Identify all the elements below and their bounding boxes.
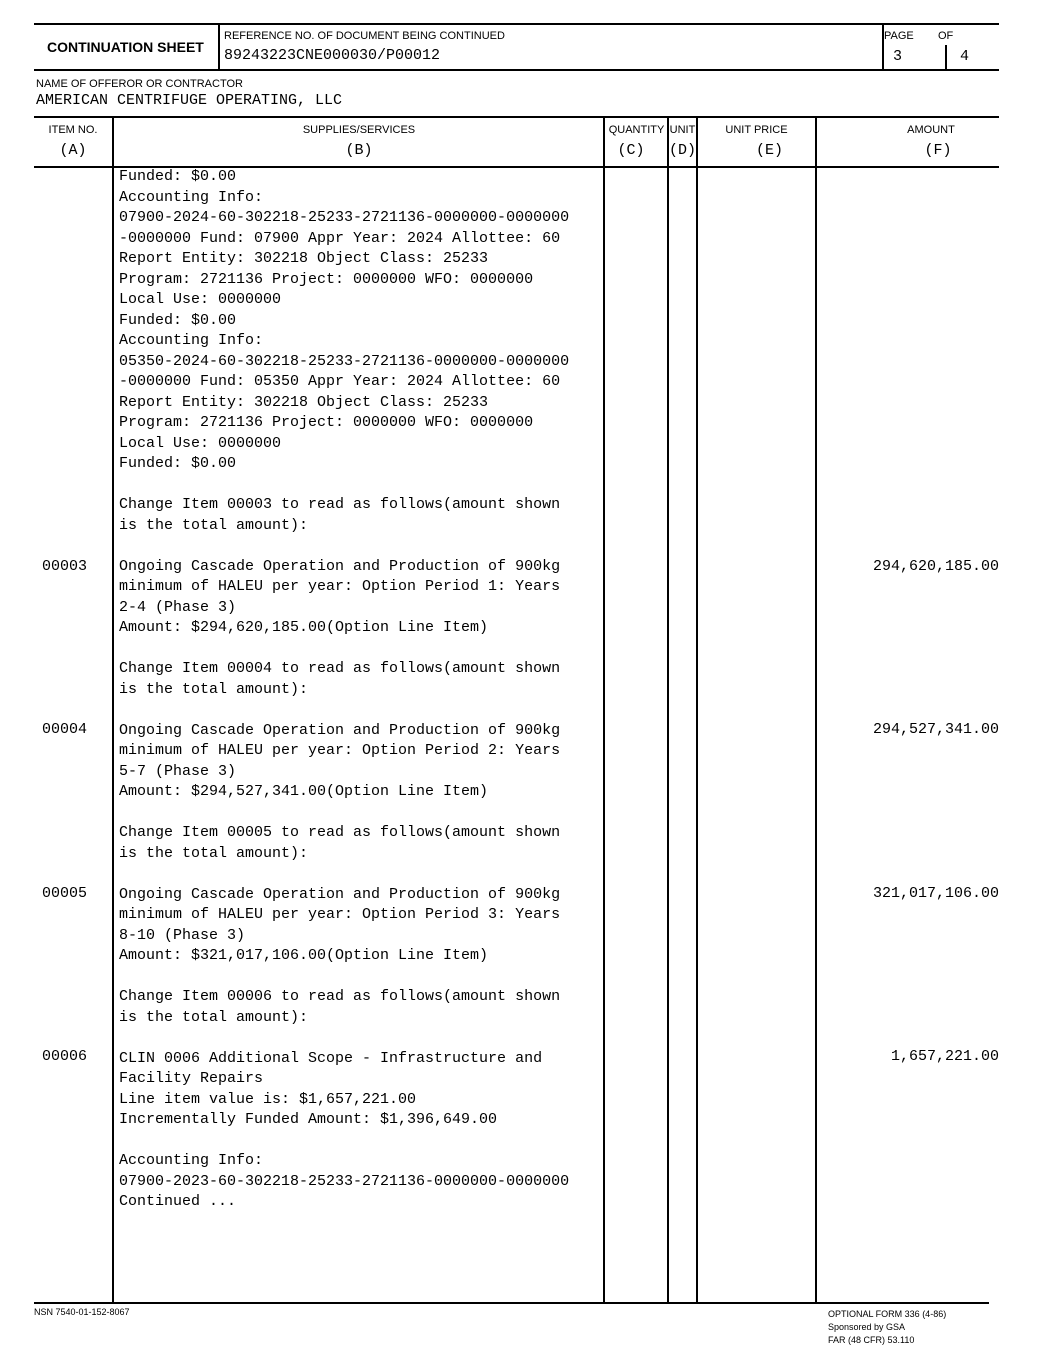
table-bottom-rule [34, 1302, 989, 1304]
services-line: is the total amount): [119, 844, 309, 862]
page-number: 3 [893, 48, 903, 65]
col-c-title: QUANTITY [608, 124, 665, 136]
services-line: 07900-2024-60-302218-25233-2721136-0000000-0000000 [119, 209, 570, 226]
services-line: Line item value is: $1,657,221.00 [119, 1090, 417, 1108]
services-line [119, 803, 569, 824]
nsn-number: NSN 7540-01-152-8067 [34, 1307, 130, 1317]
services-line: Local Use: 0000000 [119, 291, 282, 308]
amount-00005: 321,017,106.00 [872, 885, 999, 902]
col-e-title: UNIT PRICE [725, 124, 788, 136]
services-line [119, 1028, 569, 1049]
services-line: Change Item 00005 to read as follows(amount shown [119, 824, 561, 841]
services-line: Funded: $0.00 [119, 168, 237, 185]
col-f-code: (F) [924, 142, 952, 159]
form-title: CONTINUATION SHEET [47, 39, 204, 55]
supplies-services-text [119, 167, 569, 1213]
col-b-title: SUPPLIES/SERVICES [302, 124, 416, 136]
services-line: Program: 2721136 Project: 0000000 WFO: 0000000 [119, 270, 534, 288]
services-line [119, 967, 569, 988]
form-sponsor: Sponsored by GSA [828, 1322, 906, 1332]
services-line: minimum of HALEU per year: Option Period 3: Years [119, 906, 561, 923]
reference-label: REFERENCE NO. OF DOCUMENT BEING CONTINUED [224, 30, 505, 42]
services-line [119, 475, 569, 496]
amount-00006: 1,657,221.00 [890, 1048, 999, 1065]
col-d-code: (D) [668, 142, 696, 159]
services-line: Local Use: 0000000 [119, 434, 282, 452]
divider-a-b [112, 117, 114, 1302]
services-line: 5-7 (Phase 3) [119, 762, 237, 780]
services-line [119, 864, 569, 885]
offeror-name: AMERICAN CENTRIFUGE OPERATING, LLC [36, 92, 343, 109]
services-line: minimum of HALEU per year: Option Period 1: Years [119, 578, 561, 595]
services-line: Report Entity: 302218 Object Class: 25233 [119, 393, 489, 411]
header-title-divider [218, 24, 220, 70]
services-line: -0000000 Fund: 05350 Appr Year: 2024 Allottee: 60 [119, 373, 561, 390]
services-line: 8-10 (Phase 3) [119, 926, 246, 944]
services-line [119, 1131, 569, 1152]
col-a-title: ITEM NO. [48, 124, 98, 136]
services-line: is the total amount): [119, 1008, 309, 1026]
services-line: 05350-2024-60-302218-25233-2721136-0000000-0000000 [119, 352, 570, 370]
services-line: Accounting Info: [119, 332, 264, 349]
services-line: Facility Repairs [119, 1070, 264, 1087]
services-line: Funded: $0.00 [119, 455, 237, 472]
header-top-rule [34, 23, 999, 25]
divider-d-e [696, 117, 698, 1302]
offeror-label: NAME OF OFFEROR OR CONTRACTOR [36, 78, 243, 90]
services-line: Report Entity: 302218 Object Class: 25233 [119, 250, 489, 267]
services-line [119, 639, 569, 660]
services-line: is the total amount): [119, 516, 309, 534]
divider-b-c [603, 117, 605, 1302]
item-no-00004: 00004 [42, 721, 88, 738]
header-bottom-rule [34, 69, 999, 71]
services-line: Amount: $321,017,106.00(Option Line Item) [119, 947, 489, 964]
services-line: 2-4 (Phase 3) [119, 598, 237, 616]
page-total: 4 [960, 48, 970, 65]
services-line: Ongoing Cascade Operation and Production of 900kg [119, 557, 561, 575]
col-e-code: (E) [756, 142, 784, 159]
services-line: Change Item 00006 to read as follows(amount shown [119, 988, 561, 1005]
services-line: Continued ... [119, 1193, 237, 1210]
services-line: Change Item 00004 to read as follows(amount shown [119, 660, 561, 677]
item-no-00005: 00005 [42, 885, 88, 902]
services-line: Amount: $294,527,341.00(Option Line Item) [119, 783, 489, 800]
services-line: Accounting Info: [119, 1152, 264, 1169]
services-line: CLIN 0006 Additional Scope - Infrastructure and [119, 1049, 543, 1067]
services-line: Program: 2721136 Project: 0000000 WFO: 0000000 [119, 414, 534, 431]
col-b-code: (B) [345, 142, 373, 159]
services-line: Incrementally Funded Amount: $1,396,649.00 [119, 1111, 498, 1128]
item-no-00003: 00003 [42, 558, 88, 575]
services-line: -0000000 Fund: 07900 Appr Year: 2024 Allottee: 60 [119, 229, 561, 247]
far-reference: FAR (48 CFR) 53.110 [828, 1335, 915, 1345]
item-no-00006: 00006 [42, 1048, 88, 1065]
col-f-title: AMOUNT [907, 124, 955, 136]
services-line: Ongoing Cascade Operation and Production of 900kg [119, 721, 561, 739]
services-line: Funded: $0.00 [119, 311, 237, 329]
services-line: is the total amount): [119, 680, 309, 698]
amount-00003: 294,620,185.00 [872, 558, 999, 575]
reference-number: 89243223CNE000030/P00012 [224, 47, 441, 64]
services-line: 07900-2023-60-302218-25233-2721136-0000000-0000000 [119, 1172, 570, 1190]
col-a-code: (A) [59, 142, 87, 159]
col-c-code: (C) [617, 142, 645, 159]
services-line: Accounting Info: [119, 188, 264, 206]
services-line: Ongoing Cascade Operation and Production of 900kg [119, 885, 561, 903]
form-name: OPTIONAL FORM 336 (4-86) [828, 1309, 947, 1319]
divider-c-d [667, 117, 669, 1302]
amount-00004: 294,527,341.00 [872, 721, 999, 738]
services-line [119, 700, 569, 721]
page-of-divider [945, 45, 947, 69]
services-line [119, 536, 569, 557]
offeror-bottom-rule [34, 116, 999, 118]
divider-e-f [815, 117, 817, 1302]
services-line: Amount: $294,620,185.00(Option Line Item) [119, 619, 489, 636]
page-label: PAGE [884, 30, 914, 42]
col-d-title: UNIT [669, 124, 696, 136]
of-label: OF [938, 30, 954, 42]
services-line: Change Item 00003 to read as follows(amount shown [119, 496, 561, 513]
services-line: minimum of HALEU per year: Option Period 2: Years [119, 742, 561, 759]
